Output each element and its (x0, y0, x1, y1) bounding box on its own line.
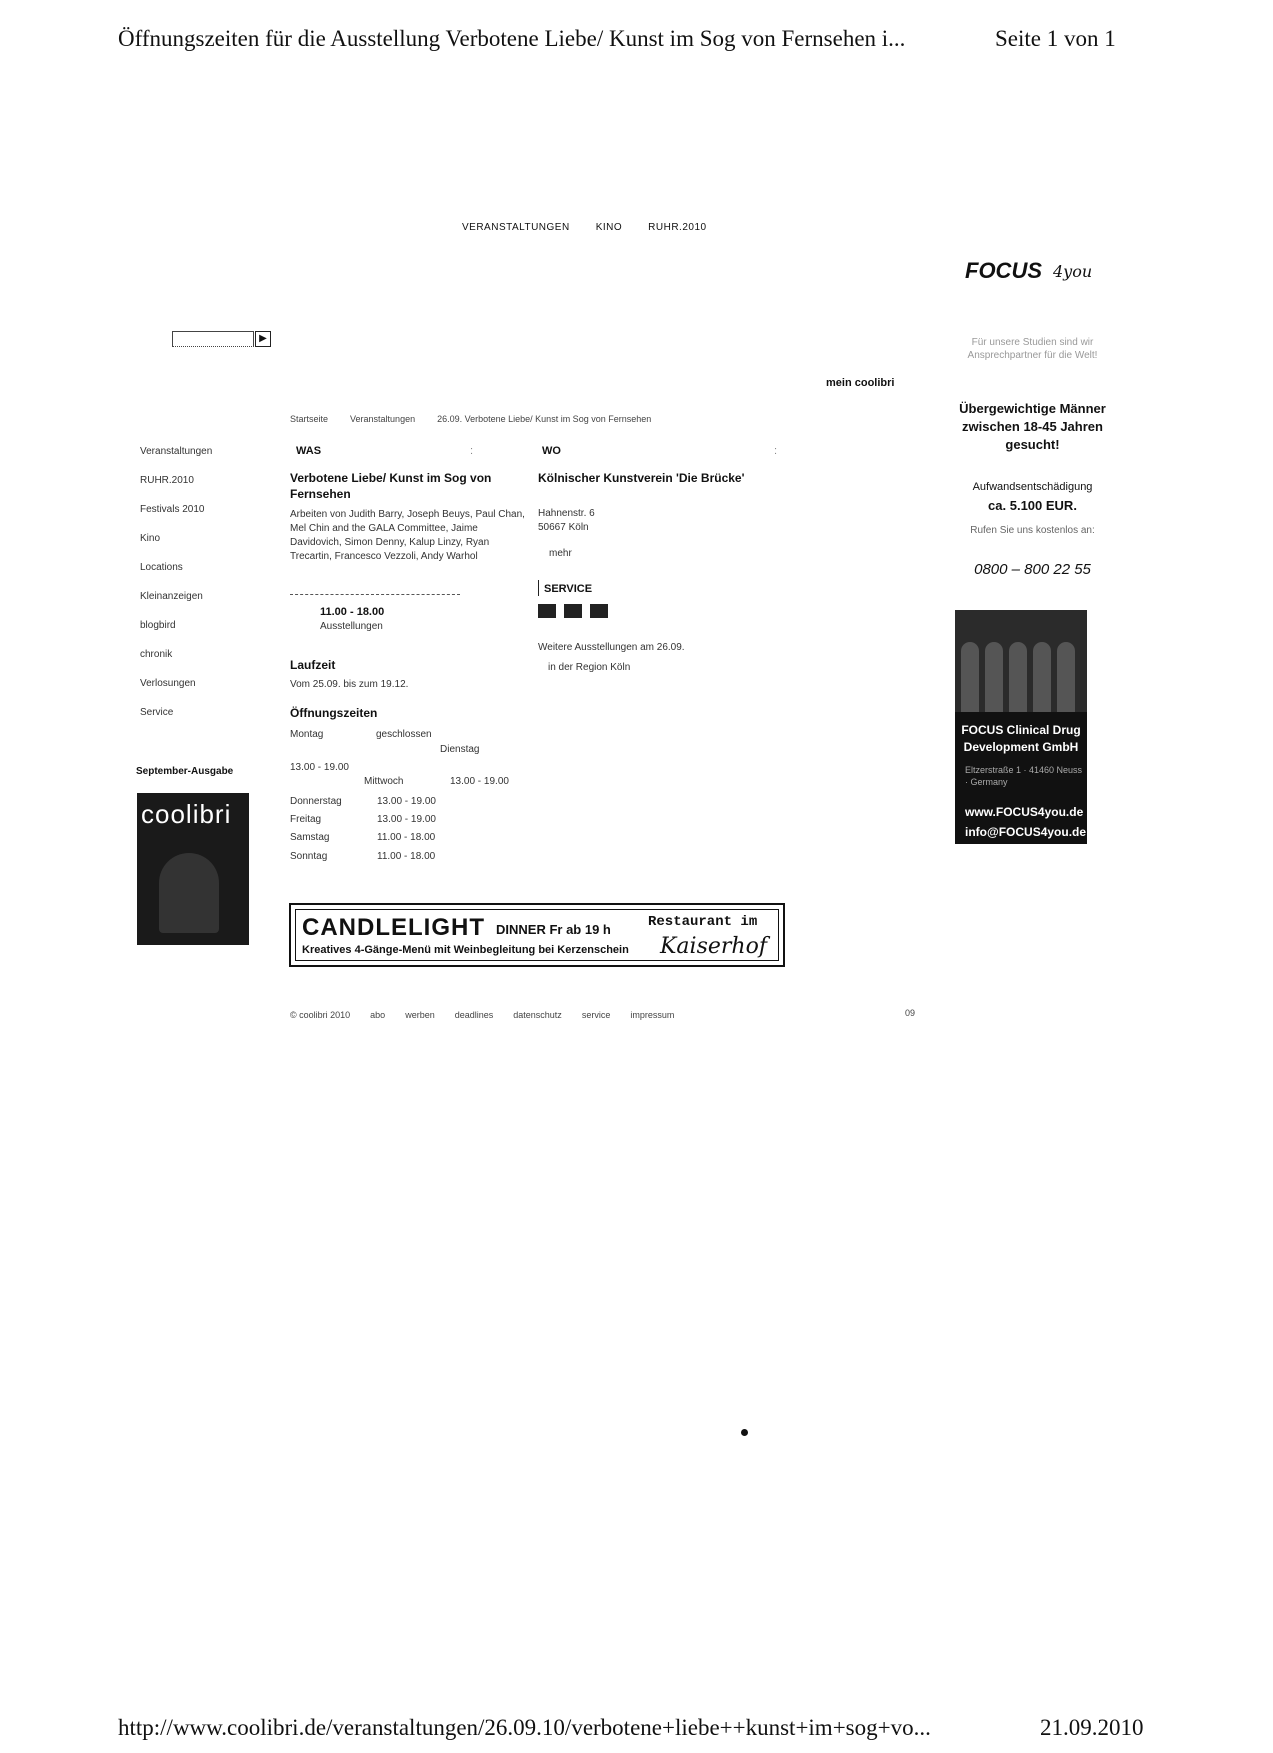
ad-email[interactable]: info@FOCUS4you.de (965, 825, 1087, 839)
mail-icon[interactable] (564, 604, 582, 618)
ad-intro: Für unsere Studien sind wir Ansprechpartner für die Welt! (967, 337, 1098, 361)
ad-frame (295, 909, 779, 961)
event-title: Verbotene Liebe/ Kunst im Sog von Fernsehen (290, 471, 492, 501)
ad-time: Fr ab 19 h (549, 922, 611, 937)
sidebar-navigation (140, 446, 212, 736)
day-time: 13.00 - 19.00 (290, 762, 349, 773)
footer-copyright: © coolibri 2010 (290, 1010, 351, 1020)
service-heading: SERVICE (544, 583, 593, 595)
person-figure (1009, 642, 1027, 712)
ad-phone: 0800 – 800 22 55 (974, 561, 1091, 578)
ad-dinner (496, 922, 611, 937)
ad-web[interactable]: www.FOCUS4you.de (965, 805, 1084, 819)
day-name: Mittwoch (364, 776, 404, 787)
ad-candlelight: CANDLELIGHT (302, 914, 485, 941)
footer-issue-number: 09 (905, 1008, 916, 1018)
divider (290, 594, 460, 595)
nav-veranstaltungen[interactable]: VERANSTALTUNGEN (462, 222, 570, 233)
day-name: Donnerstag (290, 796, 342, 807)
ad-dinner-word: DINNER (496, 922, 546, 937)
sidebar-item-locations[interactable]: Locations (140, 562, 183, 573)
sidebar-item-kino[interactable]: Kino (140, 533, 161, 544)
was-heading: WAS (296, 445, 322, 457)
magazine-title: coolibri (141, 799, 232, 829)
service-icons (538, 604, 608, 618)
focus-logo: FOCUS (965, 258, 1042, 283)
person-figure (1033, 642, 1051, 712)
breadcrumb-item: 26.09. Verbotene Liebe/ Kunst im Sog von Fernsehen (437, 414, 652, 424)
wo-heading: WO (542, 445, 561, 457)
footer-link-werben[interactable]: werben (405, 1010, 435, 1020)
person-figure (985, 642, 1003, 712)
person-figure (961, 642, 979, 712)
day-time: 13.00 - 19.00 (377, 814, 436, 825)
divider: : (470, 445, 474, 457)
print-icon[interactable] (538, 604, 556, 618)
day-name: Montag (290, 729, 324, 740)
footer-link-service[interactable]: service (581, 1010, 611, 1020)
ad-headline: Übergewichtige Männer zwischen 18-45 Jahren gesucht! (959, 401, 1106, 452)
search-submit-button[interactable]: ▶ (255, 331, 271, 347)
issue-label: September-Ausgabe (136, 766, 234, 777)
location-name[interactable]: Kölnischer Kunstverein 'Die Brücke' (538, 471, 745, 485)
nav-kino[interactable]: KINO (595, 222, 623, 233)
day-time: 13.00 - 19.00 (377, 796, 436, 807)
ad-compensation-label: Aufwandsentschädigung (972, 481, 1093, 493)
sidebar-item-festivals[interactable]: Festivals 2010 (140, 504, 205, 515)
event-artists: Arbeiten von Judith Barry, Joseph Beuys, Paul Chan, Mel Chin and the GALA Committee, Jaime Davidovich, Simon Denny, Kalup Linzy, Ryan Trecartin, Francesco Vezzoli, Andy Warhol (290, 509, 525, 562)
nav-ruhr2010[interactable]: RUHR.2010 (648, 222, 707, 233)
print-title: Öffnungszeiten für die Ausstellung Verbotene Liebe/ Kunst im Sog von Fernsehen i... (118, 26, 906, 51)
top-navigation (462, 222, 707, 233)
search-input[interactable] (172, 331, 254, 347)
ad-subline: Kreatives 4-Gänge-Menü mit Weinbegleitung bei Kerzenschein (302, 944, 629, 956)
ad-amount: ca. 5.100 EUR. (988, 498, 1077, 513)
magazine-cover[interactable] (137, 793, 249, 945)
location-street: Hahnenstr. 6 (538, 508, 595, 519)
more-exhibitions-link[interactable]: Weitere Ausstellungen am 26.09. (538, 642, 685, 653)
location-address (538, 507, 595, 535)
breadcrumb-item[interactable]: Veranstaltungen (350, 414, 416, 424)
day-time: 11.00 - 18.00 (377, 851, 436, 862)
ad-company: FOCUS Clinical Drug Development GmbH (961, 723, 1081, 754)
print-page-number: Seite 1 von 1 (995, 26, 1116, 51)
laufzeit-value: Vom 25.09. bis zum 19.12. (290, 679, 409, 690)
day-name: Samstag (290, 832, 330, 843)
region-link[interactable]: in der Region Köln (548, 662, 631, 673)
sidebar-item-ruhr2010[interactable]: RUHR.2010 (140, 475, 194, 486)
location-city: 50667 Köln (538, 522, 589, 533)
breadcrumb-item[interactable]: Startseite (290, 414, 329, 424)
focus-logo-suffix: 4you (1053, 262, 1093, 281)
day-time: geschlossen (376, 729, 432, 740)
event-category: Ausstellungen (320, 621, 383, 632)
sidebar-item-chronik[interactable]: chronik (140, 649, 173, 660)
ad-call: Rufen Sie uns kostenlos an: (970, 525, 1095, 536)
sidebar-item-service[interactable]: Service (140, 707, 174, 718)
ad-photo (955, 610, 1087, 712)
more-link[interactable]: mehr (549, 548, 572, 559)
print-date: 21.09.2010 (1040, 1715, 1144, 1740)
day-name: Sonntag (290, 851, 328, 862)
day-name: Dienstag (440, 744, 480, 755)
ad-contact (965, 802, 1086, 842)
ad-restaurant: Restaurant im (648, 914, 758, 930)
day-time: 13.00 - 19.00 (450, 776, 509, 787)
divider: : (774, 445, 778, 457)
footer-link-deadlines[interactable]: deadlines (454, 1010, 494, 1020)
sidebar-item-blogbird[interactable]: blogbird (140, 620, 176, 631)
footer-link-impressum[interactable]: impressum (630, 1010, 675, 1020)
day-time: 11.00 - 18.00 (377, 832, 436, 843)
ad-kaiserhof: Kaiserhof (660, 934, 767, 959)
ad-company-box (955, 712, 1087, 844)
footer-link-datenschutz[interactable]: datenschutz (513, 1010, 562, 1020)
oeffnungszeiten-heading: Öffnungszeiten (290, 706, 378, 720)
calendar-icon[interactable] (590, 604, 608, 618)
print-url: http://www.coolibri.de/veranstaltungen/26.09.10/verbotene+liebe++kunst+im+sog+vo... (118, 1715, 931, 1740)
laufzeit-heading: Laufzeit (290, 658, 336, 672)
footer-link-abo[interactable]: abo (370, 1010, 386, 1020)
person-figure (1057, 642, 1075, 712)
sidebar-item-verlosungen[interactable]: Verlosungen (140, 678, 196, 689)
mein-coolibri-link[interactable]: mein coolibri (826, 377, 895, 389)
event-hours: 11.00 - 18.00 (320, 606, 385, 618)
footer-links (290, 1010, 674, 1020)
cover-figure (159, 853, 219, 933)
day-name: Freitag (290, 814, 322, 825)
scan-dot (741, 1429, 748, 1436)
ad-address: Eltzerstraße 1 · 41460 Neuss · Germany (965, 765, 1083, 787)
candlelight-dinner-ad[interactable] (289, 903, 785, 967)
breadcrumb (290, 414, 651, 424)
sidebar-item-kleinanzeigen[interactable]: Kleinanzeigen (140, 591, 203, 602)
sidebar-item-veranstaltungen[interactable]: Veranstaltungen (140, 446, 213, 457)
